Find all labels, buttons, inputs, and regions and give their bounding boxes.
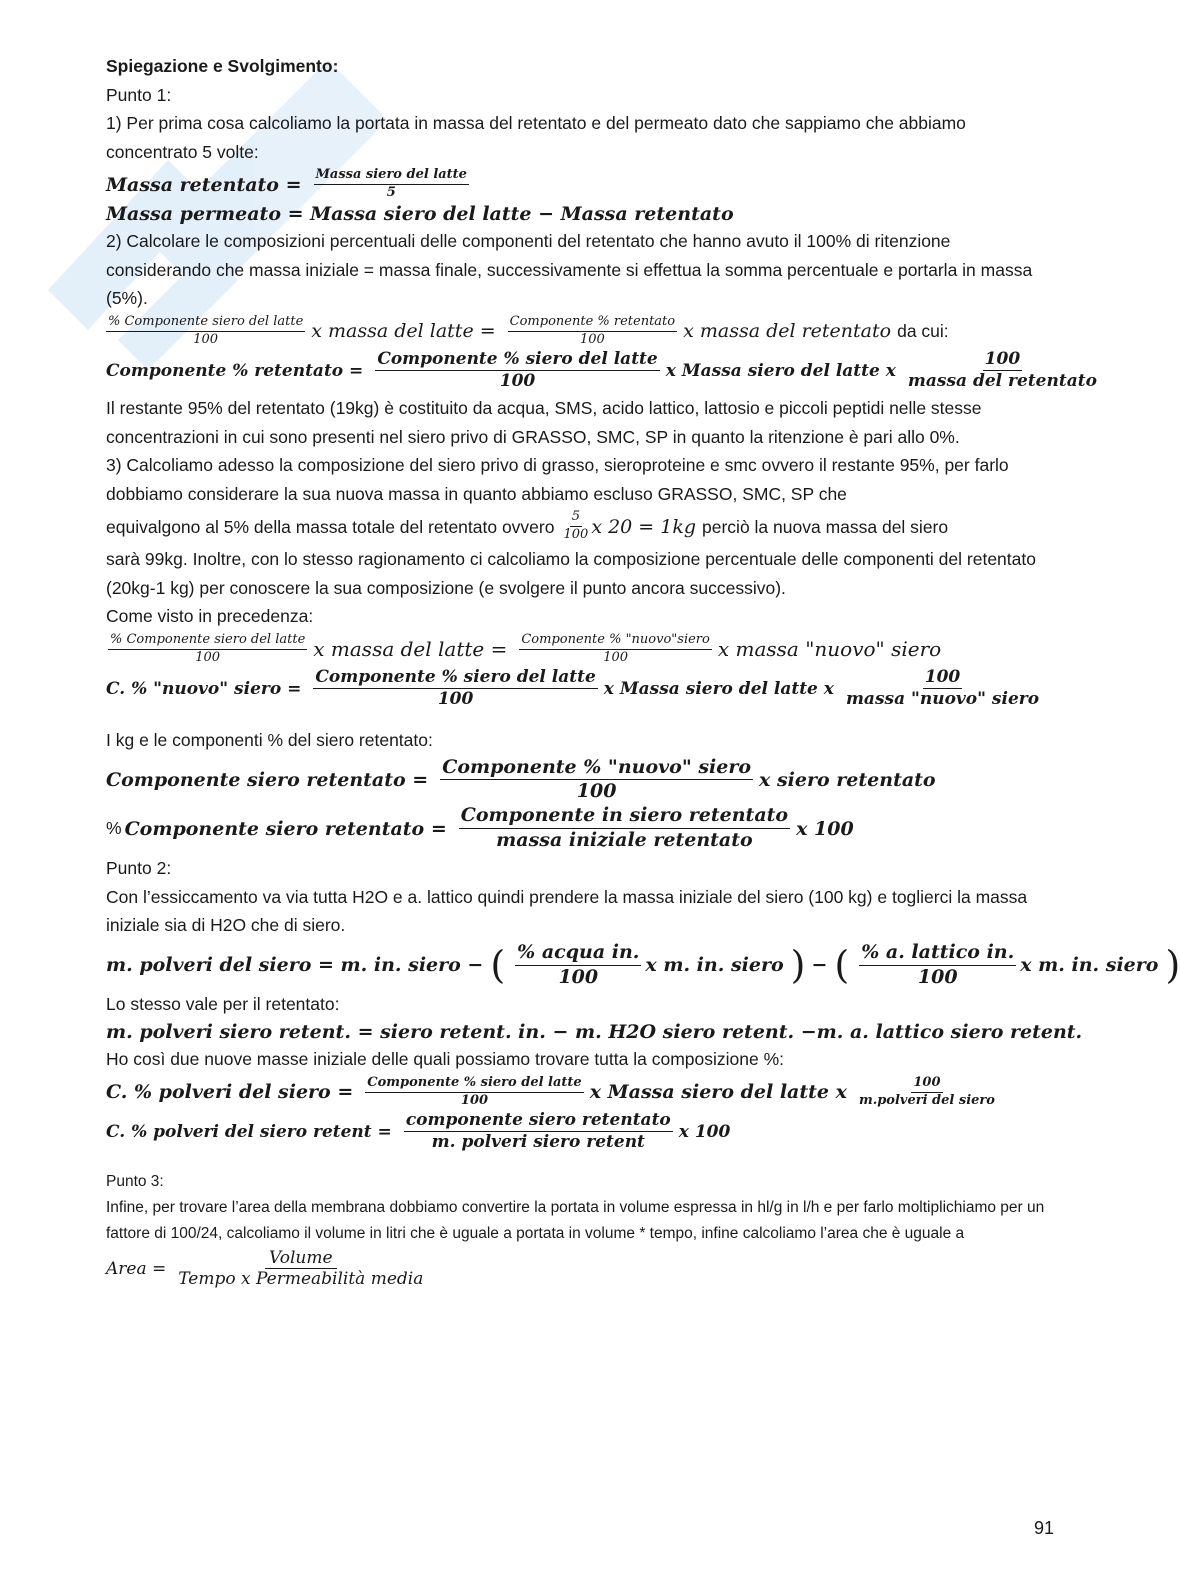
restante-95-text: Il restante 95% del retentato (19kg) è costituito da acqua, SMS, acido lattico, lattosio e piccoli peptidi nelle stesse concentrazioni in cui sono presenti nel siero privo di GRASSO, SMC, SP in quanto la ritenzione è pari allo 0%. (106, 398, 982, 447)
step-3-continued: sarà 99kg. Inoltre, con lo stesso ragionamento ci calcoliamo la composizione percentuale delle componenti del retentato (20kg-1 kg) per conoscere la sua composizione (e svolgere il punto ancora successivo). (106, 549, 1036, 598)
eq-massa-permeato: Massa permeato = Massa siero del latte − Massa retentato (106, 203, 734, 226)
page-number: 91 (1033, 1518, 1054, 1538)
eq-c-polveri-siero-retent: C. % polveri del siero retent = $\frac{\text{componente siero retentato}}{\text{m. polveri siero retent}}$ x 100 (106, 1109, 731, 1153)
eq-polveri-siero-retent: m. polveri siero retent. = siero retent. in. − m. H2O siero retent. −m. a. lattico siero retent. (106, 1021, 1083, 1044)
punto-3-text: Infine, per trovare l’area della membrana dobbiamo convertire la portata in volume espressa in hl/g in l/h e per farlo moltiplichiamo per un fattore di 100/24, calcoliamo il volume in litri che è uguale a portata in volume * tempo, infine calcoliamo l’area che è uguale a (106, 1198, 1045, 1242)
step-2-text: 2) Calcolare le composizioni percentuali delle componenti del retentato che hanno avuto il 100% di ritenzione considerando che massa iniziale = massa finale, successivamente si effettua la somma percentuale e portarla in massa (5%). (106, 231, 1033, 309)
nuove-masse-text: Ho così due nuove masse iniziale delle quali possiamo trovare tutta la composizione %: (106, 1049, 784, 1070)
eq-nuovo-siero-relation: $\frac{\text{\% Componente siero del latte}}{100}$ x massa del latte = $\frac{\text{Componente \% "nuovo"siero}}{100}$ x massa "nuovo" siero (110, 632, 942, 665)
eq-massa-retentato: Massa retentato = $\frac{\text{Massa siero del latte}}{5}$ (106, 167, 467, 201)
come-visto-text: Come visto in precedenza: (106, 606, 314, 627)
section-title: Spiegazione e Svolgimento: (106, 56, 339, 76)
step-3-text: 3) Calcoliamo adesso la composizione del siero privo di grasso, sieroproteine e smc ovvero il restante 95%, per farlo dobbiamo considerare la sua nuova massa in quanto abbiamo escluso GRASSO, SMC, SP che (106, 455, 1009, 504)
step-1-text: 1) Per prima cosa calcoliamo la portata in massa del retentato e del permeato dato che sappiamo che abbiamo concentrato 5 volte: (106, 113, 966, 162)
punto-1-title: Punto 1: (106, 84, 172, 105)
eq-percent-componente-siero-retentato: % Componente siero retentato = $\frac{\text{Componente in siero retentato}}{\text{massa iniziale retentato}}$ x 100 (106, 804, 854, 852)
eq-componente-retentato: Componente % retentato = $\frac{\text{Componente \% siero del latte}}{100}$ x Massa siero del latte x $\frac{100}{\text{massa del retentato}}$ (106, 348, 1097, 392)
document-page (106, 52, 1180, 1292)
eq-componente-retentato-relation: $\frac{\text{\% Componente siero del latte}}{100}$ x massa del latte = $\frac{\text{Componente \% retentato}}{100}$ x massa del retentato da cui: (108, 314, 949, 347)
kg-componenti-text: I kg e le componenti % del siero retentato: (106, 730, 433, 750)
eq-polveri-siero: m. polveri del siero = m. in. siero − ( $\frac{\text{\% acqua in.}}{100}$ x m. in. siero ) − ( $\frac{\text{\% a. lattico in.}}{100}$ x m. in. siero ) (106, 940, 1180, 988)
stesso-retentato-text: Lo stesso vale per il retentato: (106, 994, 340, 1015)
punto-2-title: Punto 2: (106, 857, 172, 878)
eq-nuovo-siero: C. % "nuovo" siero = $\frac{\text{Componente \% siero del latte}}{100}$ x Massa siero del latte x $\frac{100}{\text{massa "nuovo" siero}}$ (106, 666, 1040, 710)
eq-area: Area = $\frac{\text{Volume}}{\text{Tempo x Permeabilità media}}$ (106, 1247, 424, 1290)
eq-c-polveri-siero: C. % polveri del siero = $\frac{\text{Componente \% siero del latte}}{100}$ x Massa siero del latte x $\frac{100}{\text{m.polveri del siero}}$ (106, 1074, 995, 1108)
step-3-inline-formula: equivalgono al 5% della massa totale del retentato ovvero $\frac{5}{100}$ x 20 = 1kg perciò la nuova massa del siero (106, 509, 949, 543)
eq-componente-siero-retentato: Componente siero retentato = $\frac{\text{Componente \% "nuovo" siero}}{100}$ x siero retentato (106, 755, 936, 803)
punto-2-text: Con l’essiccamento va via tutta H2O e a. lattico quindi prendere la massa iniziale del siero (100 kg) e toglierci la massa iniziale sia di H2O che di siero. (106, 886, 1028, 936)
punto-3-title: Punto 3: (106, 1172, 164, 1190)
